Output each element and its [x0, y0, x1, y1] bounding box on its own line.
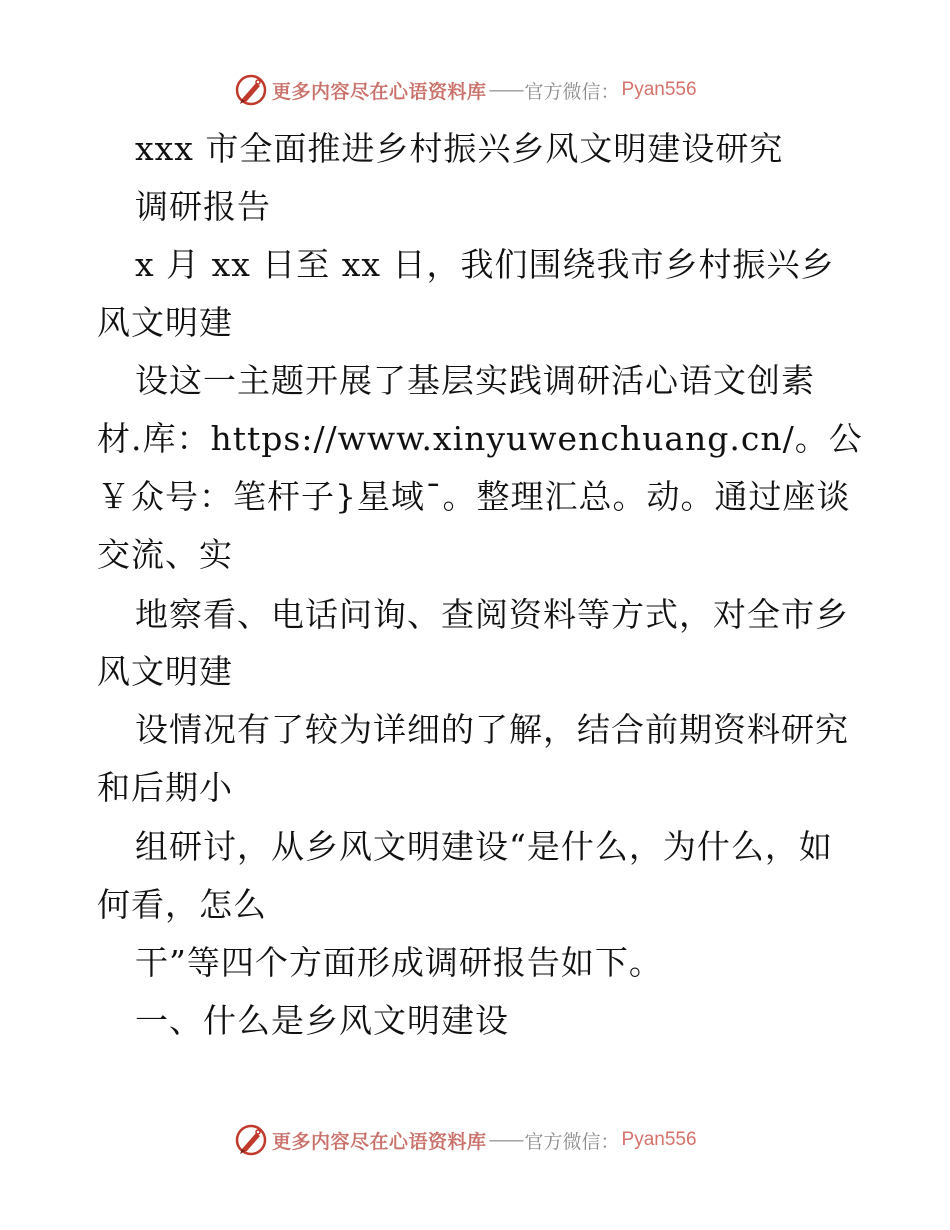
paragraph-line: 材.库：https://www.xinyuwenchuang.cn/。公 [97, 419, 863, 458]
watermark-official-label: 官方微信： [524, 80, 620, 103]
section-heading: 一、什么是乡风文明建设 [135, 1001, 509, 1040]
document-title-line-2: 调研报告 [135, 187, 271, 226]
paragraph-line: 组研讨，从乡风文明建设“是什么，为什么，如 [135, 827, 833, 866]
watermark-text: 更多内容尽在心语资料库 [272, 1130, 487, 1153]
paragraph-line: 交流、实 [97, 535, 233, 574]
paragraph-line: 风文明建 [97, 303, 233, 342]
footer-watermark [234, 1122, 697, 1158]
paragraph-line: 地察看、电话问询、查阅资料等方式，对全市乡 [135, 595, 849, 634]
document-title-line-1: xxx 市全面推进乡村振兴乡风文明建设研究 [135, 129, 784, 168]
paragraph-line: x 月 xx 日至 xx 日，我们围绕我市乡村振兴乡 [135, 245, 835, 284]
watermark-wechat-id: Pyan556 [621, 1129, 697, 1150]
paragraph-line: ￥众号：笔杆子}星域¯。整理汇总。动。通过座谈 [97, 477, 851, 516]
paragraph-line: 和后期小 [97, 768, 233, 807]
paragraph-line: 设情况有了较为详细的了解，结合前期资料研究 [135, 710, 849, 749]
paragraph-line: 风文明建 [97, 652, 233, 691]
paragraph-line: 设这一主题开展了基层实践调研活心语文创素 [135, 361, 815, 400]
watermark-separator: —— [488, 1129, 523, 1151]
pen-logo-icon [234, 1123, 268, 1157]
watermark-official-label: 官方微信： [524, 1130, 620, 1153]
watermark-separator: —— [488, 79, 523, 101]
watermark-wechat-id: Pyan556 [621, 79, 697, 100]
watermark-text: 更多内容尽在心语资料库 [272, 80, 487, 103]
paragraph-line: 何看，怎么 [97, 885, 267, 924]
paragraph-line: 干”等四个方面形成调研报告如下。 [135, 943, 663, 982]
pen-logo-icon [234, 73, 268, 107]
header-watermark [234, 72, 697, 108]
